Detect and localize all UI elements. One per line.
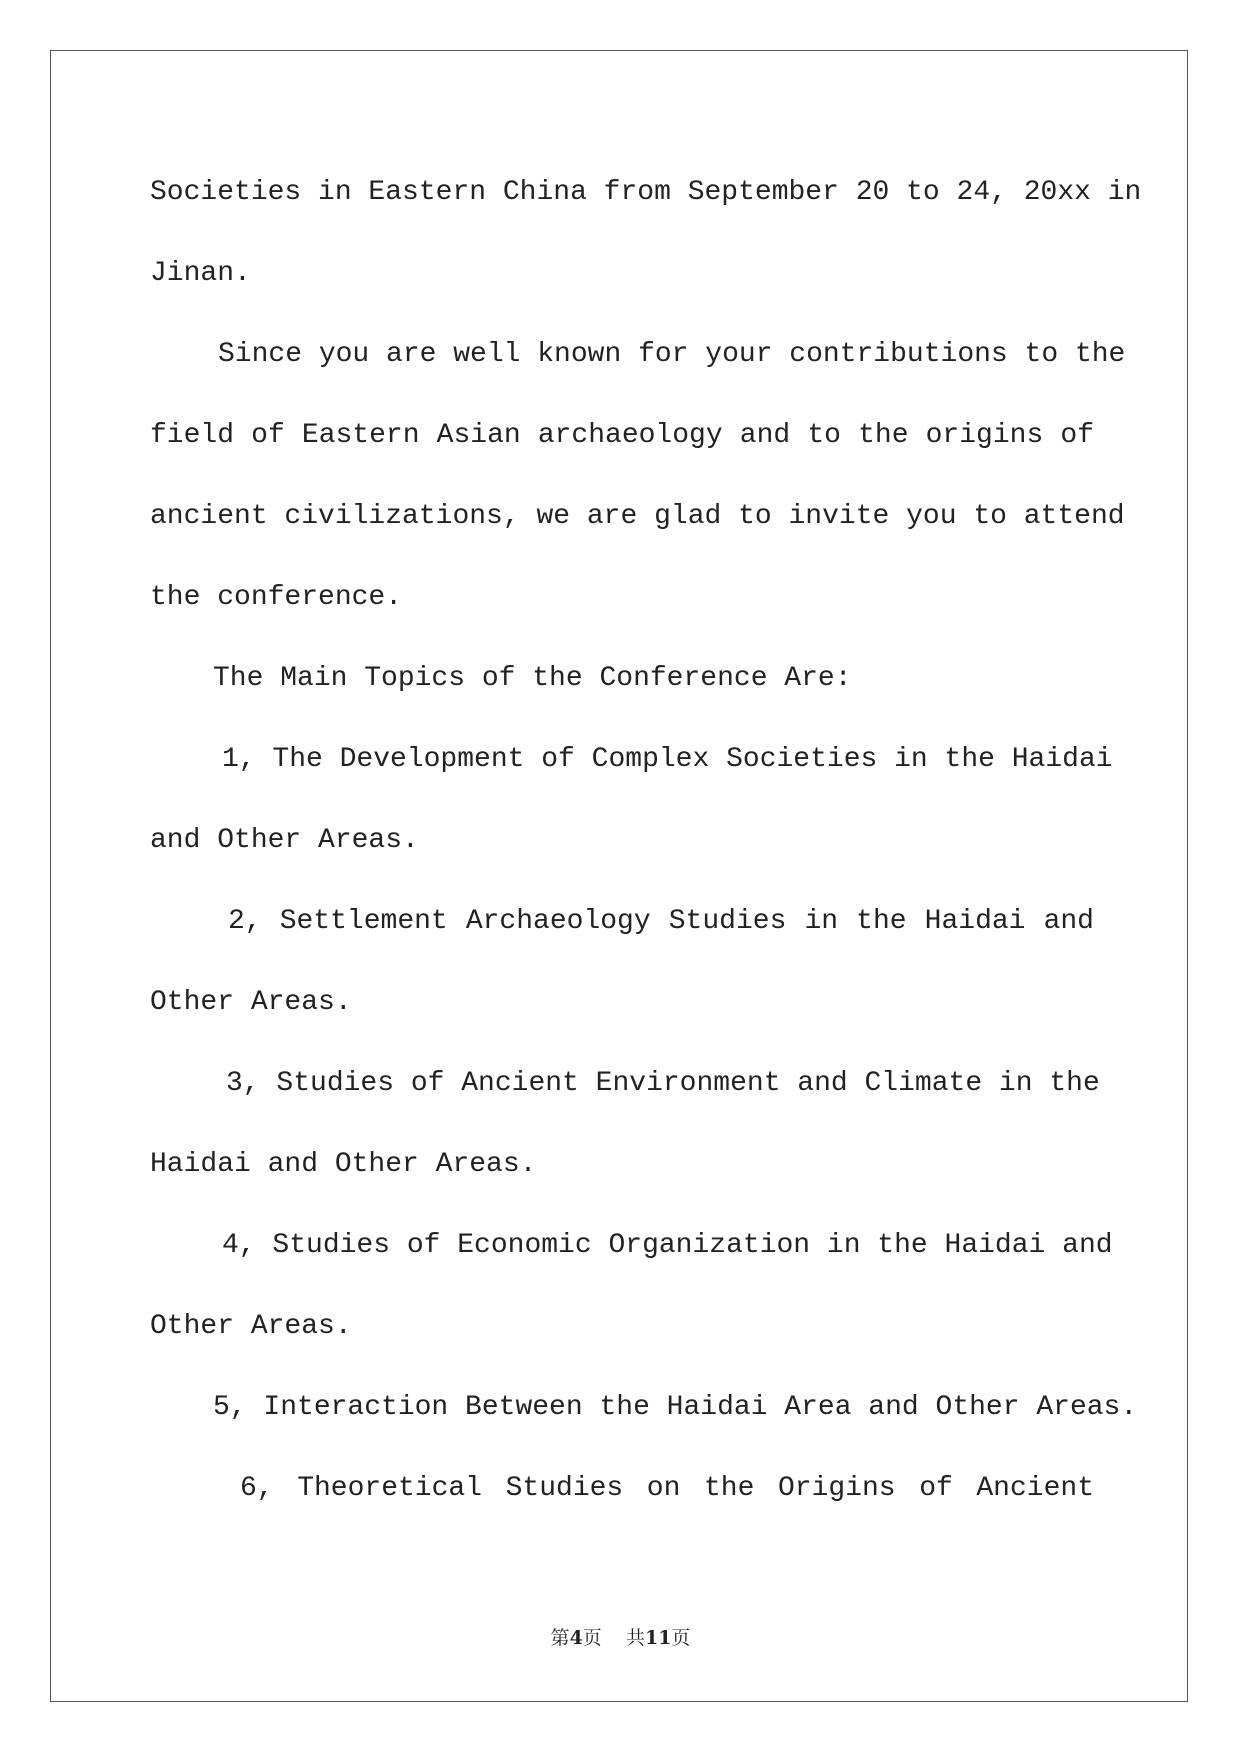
footer-prefix: 第: [550, 1627, 570, 1649]
topic-4-line-2: Other Areas.: [150, 1311, 352, 1342]
page-footer: [0, 1623, 1241, 1650]
topic-3-line-2: Haidai and Other Areas.: [150, 1149, 537, 1180]
text-line-4: field of Eastern Asian archaeology and to the origins of: [150, 420, 1094, 451]
topic-4-line-1: 4, Studies of Economic Organization in the Haidai and: [222, 1230, 1113, 1261]
current-page-number: 4: [569, 1627, 583, 1649]
text-line-2: Jinan.: [150, 258, 251, 289]
text-line-5: ancient civilizations, we are glad to invite you to attend: [150, 501, 1125, 532]
footer-suffix: 页: [671, 1627, 691, 1649]
total-page-count: 11: [644, 1627, 672, 1649]
footer-middle: 页 共: [582, 1627, 645, 1649]
page-border: [50, 50, 1188, 1702]
text-line-3: Since you are well known for your contributions to the: [218, 339, 1126, 370]
topic-5-line-1: 5, Interaction Between the Haidai Area and Other Areas.: [213, 1392, 1138, 1423]
topic-3-line-1: 3, Studies of Ancient Environment and Climate in the: [226, 1068, 1100, 1099]
topic-1-line-2: and Other Areas.: [150, 825, 419, 856]
text-line-1: Societies in Eastern China from September 20 to 24, 20xx in: [150, 177, 1142, 208]
topic-2-line-2: Other Areas.: [150, 987, 352, 1018]
topic-2-line-1: 2, Settlement Archaeology Studies in the Haidai and: [228, 906, 1094, 937]
topic-6-line-1: 6, Theoretical Studies on the Origins of Ancient: [240, 1473, 1094, 1504]
topic-1-line-1: 1, The Development of Complex Societies in the Haidai: [222, 744, 1113, 775]
text-line-6: the conference.: [150, 582, 403, 613]
section-heading: The Main Topics of the Conference Are:: [213, 663, 852, 694]
